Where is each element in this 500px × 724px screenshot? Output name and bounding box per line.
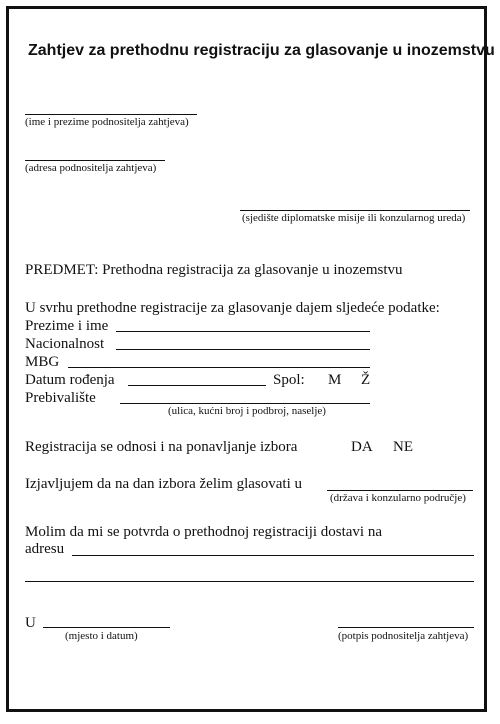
mbg-field[interactable] (68, 367, 370, 368)
applicant-address-line[interactable] (25, 160, 165, 161)
delivery-text-line2: adresu (25, 541, 65, 557)
residence-label: Prebivalište (25, 390, 96, 406)
residence-caption: (ulica, kućni broj i podbroj, naselje) (168, 405, 326, 417)
gender-m-option[interactable]: M (328, 372, 342, 388)
country-caption: (država i konzularno područje) (330, 492, 466, 504)
applicant-name-caption: (ime i prezime podnositelja zahtjeva) (25, 116, 189, 128)
vote-location-field[interactable] (327, 490, 473, 491)
repeat-election-text: Registracija se odnosi i na ponavljanje izbora (25, 439, 298, 455)
intro-text: U svrhu prethodne registracije za glasovanje dajem sljedeće podatke: (25, 300, 440, 316)
gender-f-option[interactable]: Ž (361, 372, 371, 388)
form-page (6, 6, 487, 712)
place-date-field[interactable] (43, 627, 170, 628)
birth-date-label: Datum rođenja (25, 372, 115, 388)
residence-field[interactable] (120, 403, 370, 404)
delivery-address-field[interactable] (72, 555, 474, 556)
applicant-name-line[interactable] (25, 114, 197, 115)
delivery-text-line1: Molim da mi se potvrda o prethodnoj registraciji dostavi na (25, 524, 383, 540)
repeat-yes-option[interactable]: DA (351, 439, 373, 455)
delivery-address-extra-field[interactable] (25, 581, 474, 582)
subject-text: PREDMET: Prethodna registracija za glasovanje u inozemstvu (25, 262, 403, 278)
mission-line[interactable] (240, 210, 470, 211)
mbg-label: MBG (25, 354, 60, 370)
birth-date-field[interactable] (128, 385, 266, 386)
place-caption: (mjesto i datum) (65, 630, 138, 642)
mission-caption: (sjedište diplomatske misije ili konzularnog ureda) (242, 212, 466, 224)
vote-location-text: Izjavljujem da na dan izbora želim glasovati u (25, 476, 302, 492)
surname-name-label: Prezime i ime (25, 318, 109, 334)
nationality-field[interactable] (116, 349, 370, 350)
repeat-no-option[interactable]: NE (393, 439, 413, 455)
place-prefix: U (25, 615, 36, 631)
form-title: Zahtjev za prethodnu registraciju za glasovanje u inozemstvu (28, 42, 495, 59)
signature-field[interactable] (338, 627, 474, 628)
surname-name-field[interactable] (116, 331, 370, 332)
signature-caption: (potpis podnositelja zahtjeva) (338, 630, 469, 642)
nationality-label: Nacionalnost (25, 336, 105, 352)
gender-label: Spol: (273, 372, 305, 388)
applicant-address-caption: (adresa podnositelja zahtjeva) (25, 162, 157, 174)
